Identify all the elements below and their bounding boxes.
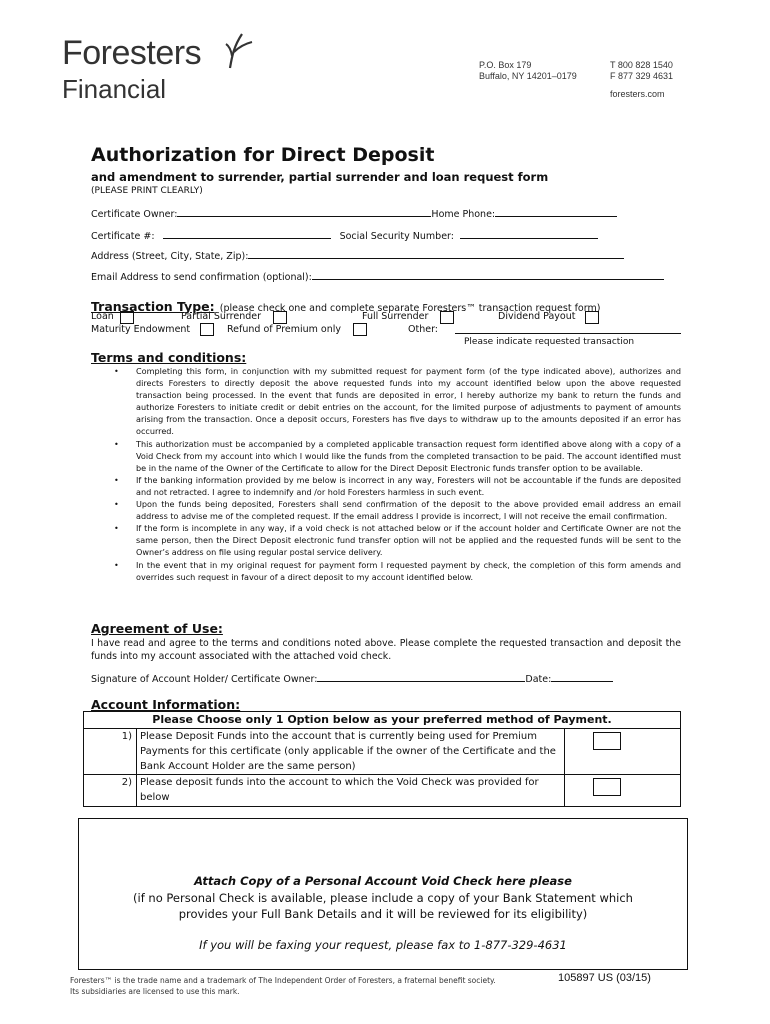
dividend-payout-label: Dividend Payout <box>498 311 576 322</box>
transaction-type-heading: Transaction Type: <box>91 299 215 314</box>
signature-row <box>91 672 691 685</box>
full-surrender-checkbox[interactable] <box>440 311 454 324</box>
other-hint: Please indicate requested transaction <box>464 337 635 347</box>
full-surrender-label: Full Surrender <box>362 311 429 322</box>
terms-item: • This authorization must be accompanied by a completed applicable transaction request form identified above along with a copy of a Void Check from my account into which I would like the funds from the completed transaction to be paid. The account identified must be in the name of the Owner of the Certificate to allow for the Direct Deposit Electronic funds transfer option to be available. <box>136 438 681 474</box>
void-check-title: Attach Copy of a Personal Account Void Check here please <box>194 874 572 888</box>
terms-item: • Completing this form, in conjunction with my submitted request for payment form (of the type indicated above), authorizes and directs Foresters to directly deposit the above requested funds into my account identified below upon the above requested transaction being processed. In the event that funds are deposited in error, I hereby authorize my bank to return the funds and authorize Foresters to initiate credit or debit entries on the account, for the limited purpose of adjustments to payment of amounts arising from the transaction. Once a deposit occurs, Foresters has five days to withdraw up to the amounts deposited if an error has occurred. <box>136 365 681 438</box>
loan-label: Loan <box>91 311 114 322</box>
page-title: Authorization for Direct Deposit <box>91 144 435 166</box>
logo-sprout-icon <box>222 28 256 70</box>
dividend-payout-checkbox[interactable] <box>585 311 599 324</box>
address-label: Address (Street, City, State, Zip): <box>91 251 249 262</box>
maturity-endowment-label: Maturity Endowment <box>91 324 191 335</box>
transaction-type-note: (please check one and complete separate Foresters™ transaction request form) <box>219 303 601 314</box>
certificate-owner-field[interactable] <box>177 207 431 217</box>
partial-surrender-checkbox[interactable] <box>273 311 287 324</box>
home-phone-label: Home Phone: <box>431 209 496 220</box>
owner-row <box>91 207 651 220</box>
terms-heading: Terms and conditions: <box>91 350 247 365</box>
mailing-address: P.O. Box 179 Buffalo, NY 14201–0179 <box>479 60 577 81</box>
agreement-heading: Agreement of Use: <box>91 621 223 636</box>
terms-item: • In the event that in my original request for payment form I requested payment by check, the completion of this form amends and overrides such request in favour of a direct deposit to my account identified below. <box>136 559 681 583</box>
account-heading: Account Information: <box>91 697 241 712</box>
home-phone-field[interactable] <box>495 207 617 217</box>
signature-label: Signature of Account Holder/ Certificate Owner: <box>91 674 318 685</box>
date-label: Date: <box>525 674 552 685</box>
terms-item: • If the banking information provided by me below is incorrect in any way, Foresters will not be accountable if the funds are deposited and not retracted. I agree to indemnify and /or hold Foresters harmless in such event. <box>136 474 681 498</box>
void-check-instructions: (if no Personal Check is available, please include a copy of your Bank Statement which provides your Full Bank Details and it will be reviewed for its eligibility) <box>133 891 633 921</box>
refund-premium-label: Refund of Premium only <box>227 324 342 335</box>
certificate-number-field[interactable] <box>163 229 331 239</box>
page-subtitle: and amendment to surrender, partial surrender and loan request form <box>91 170 549 184</box>
terms-list <box>136 365 681 583</box>
fax-instructions: If you will be faxing your request, please fax to 1-877-329-4631 <box>199 938 567 952</box>
print-clearly-note: (PLEASE PRINT CLEARLY) <box>91 186 203 196</box>
email-label: Email Address to send confirmation (optional): <box>91 272 312 283</box>
footer-trademark: Foresters™ is the trade name and a trademark of The Independent Order of Foresters, a fraternal benefit society. <box>70 976 496 985</box>
website: foresters.com <box>610 89 665 99</box>
certificate-row <box>91 229 651 242</box>
payment-options-header: Please Choose only 1 Option below as your preferred method of Payment. <box>84 712 681 729</box>
option-2-checkbox[interactable] <box>593 778 621 796</box>
option-2-cell <box>565 775 681 807</box>
logo-wordmark: Foresters <box>62 34 202 72</box>
option-1-text: Please Deposit Funds into the account that is currently being used for Premium Payments for this certificate (only applicable if the owner of the Certificate and the Bank Account Holder are the same person) <box>137 729 565 775</box>
agreement-text: I have read and agree to the terms and conditions noted above. Please complete the requested transaction and deposit the funds into my account associated with the attached void check. <box>91 638 681 662</box>
logo-subtitle: Financial <box>62 74 167 104</box>
terms-item: • If the form is incomplete in any way, if a void check is not attached below or if the account holder and Certificate Owner are not the same person, then the Direct Deposit electronic fund transfer option will not be applied and the requested funds will be sent to the Owner’s address on file using regular postal service delivery. <box>136 522 681 558</box>
other-field[interactable] <box>455 333 681 334</box>
ssn-label: Social Security Number: <box>339 231 454 242</box>
address-field[interactable] <box>248 249 624 259</box>
address-row <box>91 249 651 262</box>
date-field[interactable] <box>551 672 613 682</box>
option-1-checkbox[interactable] <box>593 732 621 750</box>
email-field[interactable] <box>312 270 664 280</box>
payment-options-table <box>83 711 681 807</box>
option-1-cell <box>565 729 681 775</box>
certificate-number-label: Certificate #: <box>91 231 155 242</box>
terms-item: • Upon the funds being deposited, Foresters shall send confirmation of the deposit to the above provided email address an email address to advise me of the completed request. If the email address I provide is incorrect, I will not receive the email confirmation. <box>136 498 681 522</box>
option-2-number: 2) <box>84 775 137 807</box>
option-1-number: 1) <box>84 729 137 775</box>
contact-numbers: T 800 828 1540 F 877 329 4631 foresters.com <box>610 60 674 99</box>
signature-field[interactable] <box>317 672 525 682</box>
option-2-text: Please deposit funds into the account to which the Void Check was provided for below <box>137 775 565 807</box>
other-label: Other: <box>408 324 439 335</box>
partial-surrender-label: Partial Surrender <box>181 311 262 322</box>
certificate-owner-label: Certificate Owner: <box>91 209 178 220</box>
maturity-endowment-checkbox[interactable] <box>200 323 214 336</box>
refund-premium-checkbox[interactable] <box>353 323 367 336</box>
footer-license: Its subsidiaries are licensed to use this mark. <box>70 987 240 996</box>
form-code: 105897 US (03/15) <box>558 972 651 984</box>
ssn-field[interactable] <box>460 229 598 239</box>
email-row <box>91 270 691 283</box>
loan-checkbox[interactable] <box>120 311 134 324</box>
